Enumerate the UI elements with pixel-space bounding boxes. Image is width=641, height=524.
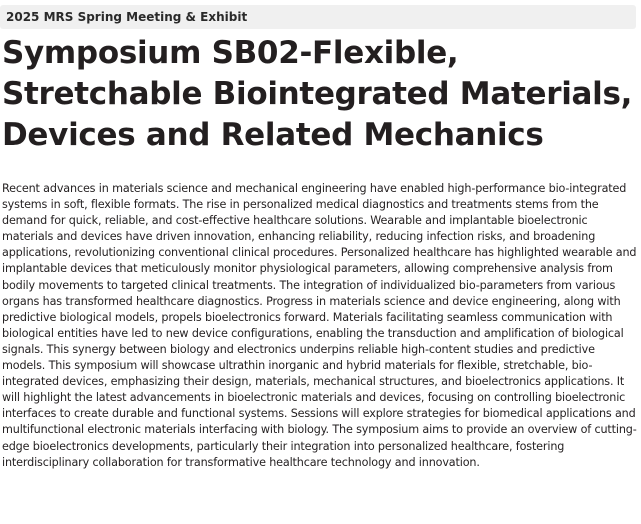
symposium-description: Recent advances in materials science and mechanical engineering have enabled high-performance bio-integrated systems in soft, flexible formats. The rise in personalized medical diagnostics and treatments stems from the demand for quick, reliable, and cost-effective healthcare solutions. Wearable and implantable bioelectronic materials and devices have driven innovation, enhancing reliability, reducing infection risks, and broadening applications, revolutionizing conventional clinical procedures. Personalized healthcare has highlighted wearable and implantable devices that meticulously monitor physiological parameters, allowing comprehensive analysis from bodily movements to targeted clinical treatments. The integration of individualized bio-parameters from various organs has transformed healthcare diagnostics. Progress in materials science and device engineering, along with predictive biological models, propels bioelectronics forward. Materials facilitating seamless communication with biological entities have led to new device configurations, enabling the transduction and amplification of biological signals. This synergy between biology and electronics underpins reliable high-content studies and predictive models. This symposium will showcase ultrathin inorganic and hybrid materials for flexible, stretchable, bio-integrated devices, emphasizing their design, materials, mechanical structures, and bioelectronics applications. It will highlight the latest advancements in bioelectronic materials and devices, focusing on controlling bioelectronic interfaces to create durable and functional systems. Sessions will explore strategies for biomedical applications and multifunctional electronic materials interfacing with biology. The symposium aims to provide an overview of cutting-edge bioelectronics developments, particularly their integration into personalized healthcare, fostering interdisciplinary collaboration for transformative healthcare technology and innovation. xyxy=(2,182,637,469)
meeting-label[interactable]: 2025 MRS Spring Meeting & Exhibit xyxy=(6,10,248,24)
meeting-header-bar xyxy=(0,5,636,29)
symposium-title: Symposium SB02-Flexible, Stretchable Biointegrated Materials, Devices and Related Mechanics xyxy=(2,35,633,153)
